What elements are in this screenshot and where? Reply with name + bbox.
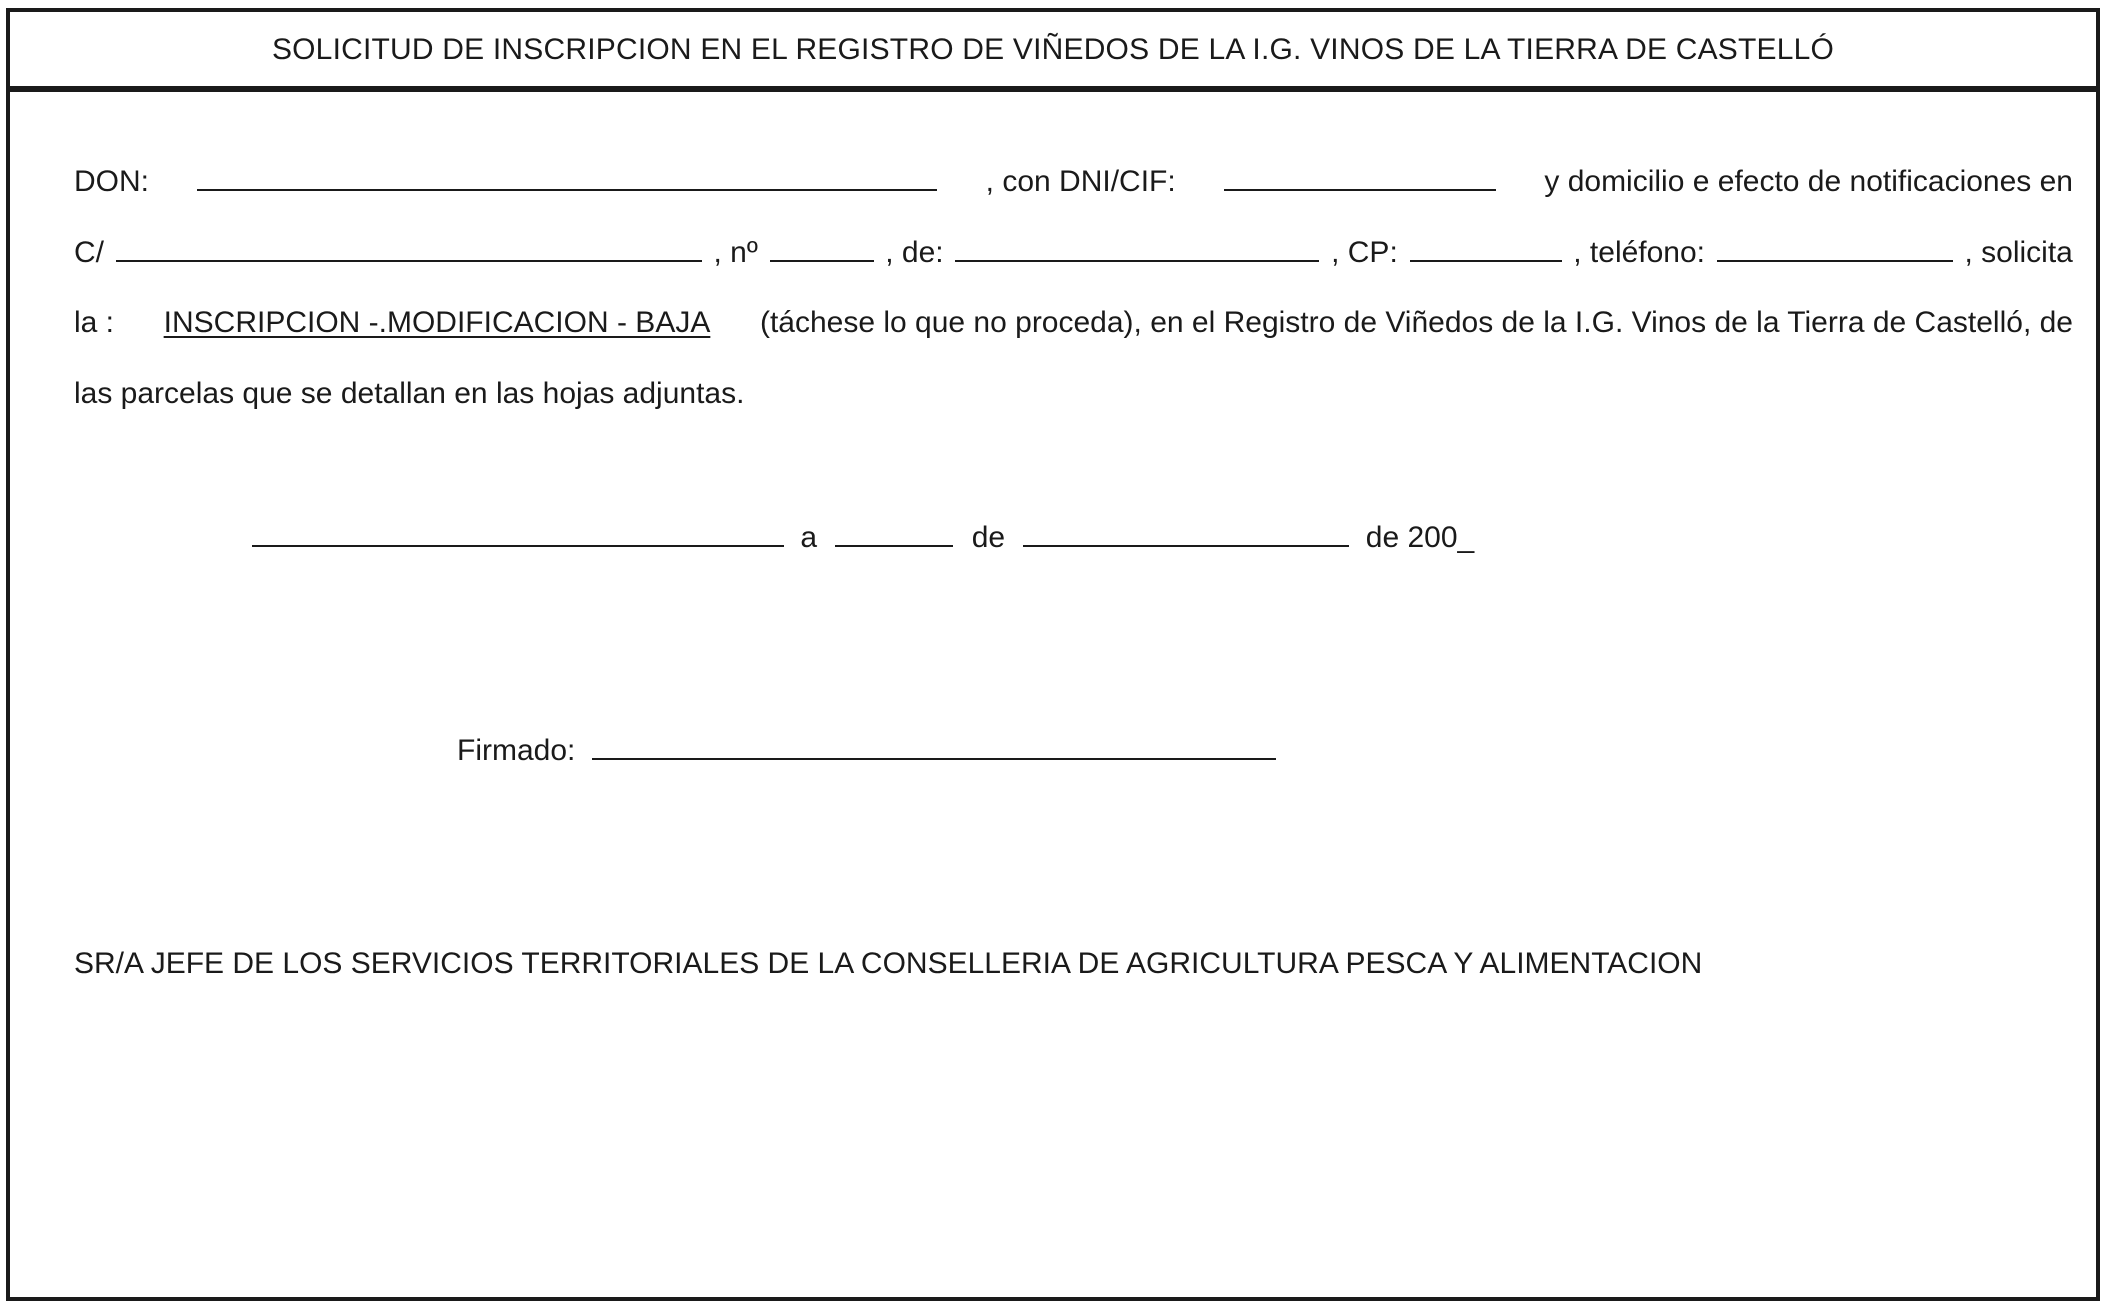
applicant-line	[74, 163, 2073, 200]
request-suffix: (táchese lo que no proceda), en el Registro de Viñedos de la I.G. Vinos de la Tierra de Castelló, de	[759, 306, 2073, 339]
calle-label: C/	[74, 236, 104, 269]
signature-field[interactable]	[592, 732, 1276, 760]
parcels-text: las parcelas que se detallan en las hojas adjuntas.	[74, 377, 745, 410]
dni-label: , con DNI/CIF:	[985, 165, 1176, 198]
de-label: , de:	[885, 236, 944, 269]
parcels-line	[74, 376, 744, 412]
form-header	[10, 12, 2096, 92]
form-title: SOLICITUD DE INSCRIPCION EN EL REGISTRO DE VIÑEDOS DE LA I.G. VINOS DE LA TIERRA DE CASTELLÓ	[271, 33, 1835, 66]
name-field[interactable]	[197, 163, 937, 191]
place-field[interactable]	[252, 519, 784, 547]
month-field[interactable]	[1023, 519, 1349, 547]
request-type-line	[74, 305, 2073, 341]
dni-field[interactable]	[1224, 163, 1496, 191]
numero-label: , nº	[713, 236, 758, 269]
telefono-label: , teléfono:	[1573, 236, 1706, 269]
number-field[interactable]	[770, 234, 874, 262]
addressee-line	[74, 946, 1702, 982]
phone-field[interactable]	[1717, 234, 1953, 262]
street-field[interactable]	[116, 234, 702, 262]
cp-label: , CP:	[1331, 236, 1398, 269]
town-field[interactable]	[955, 234, 1319, 262]
addressee: SR/A JEFE DE LOS SERVICIOS TERRITORIALES DE LA CONSELLERIA DE AGRICULTURA PESCA Y ALIMENTACION	[74, 947, 1703, 980]
date-line	[252, 519, 1474, 556]
application-form	[6, 8, 2100, 1301]
date-a-label: a	[800, 521, 818, 554]
date-de-label: de	[971, 521, 1006, 554]
don-label: DON:	[74, 165, 149, 198]
solicita-text: , solicita	[1964, 236, 2073, 269]
address-line	[74, 234, 2073, 271]
request-prefix: la :	[74, 306, 115, 339]
signature-line	[457, 732, 1276, 769]
signature-label: Firmado:	[457, 734, 576, 767]
postcode-field[interactable]	[1410, 234, 1562, 262]
request-options[interactable]: INSCRIPCION -.MODIFICACION - BAJA	[163, 306, 711, 339]
day-field[interactable]	[835, 519, 953, 547]
year-label: de 200_	[1365, 521, 1475, 554]
domicilio-text: y domicilio e efecto de notificaciones en	[1544, 165, 2073, 198]
